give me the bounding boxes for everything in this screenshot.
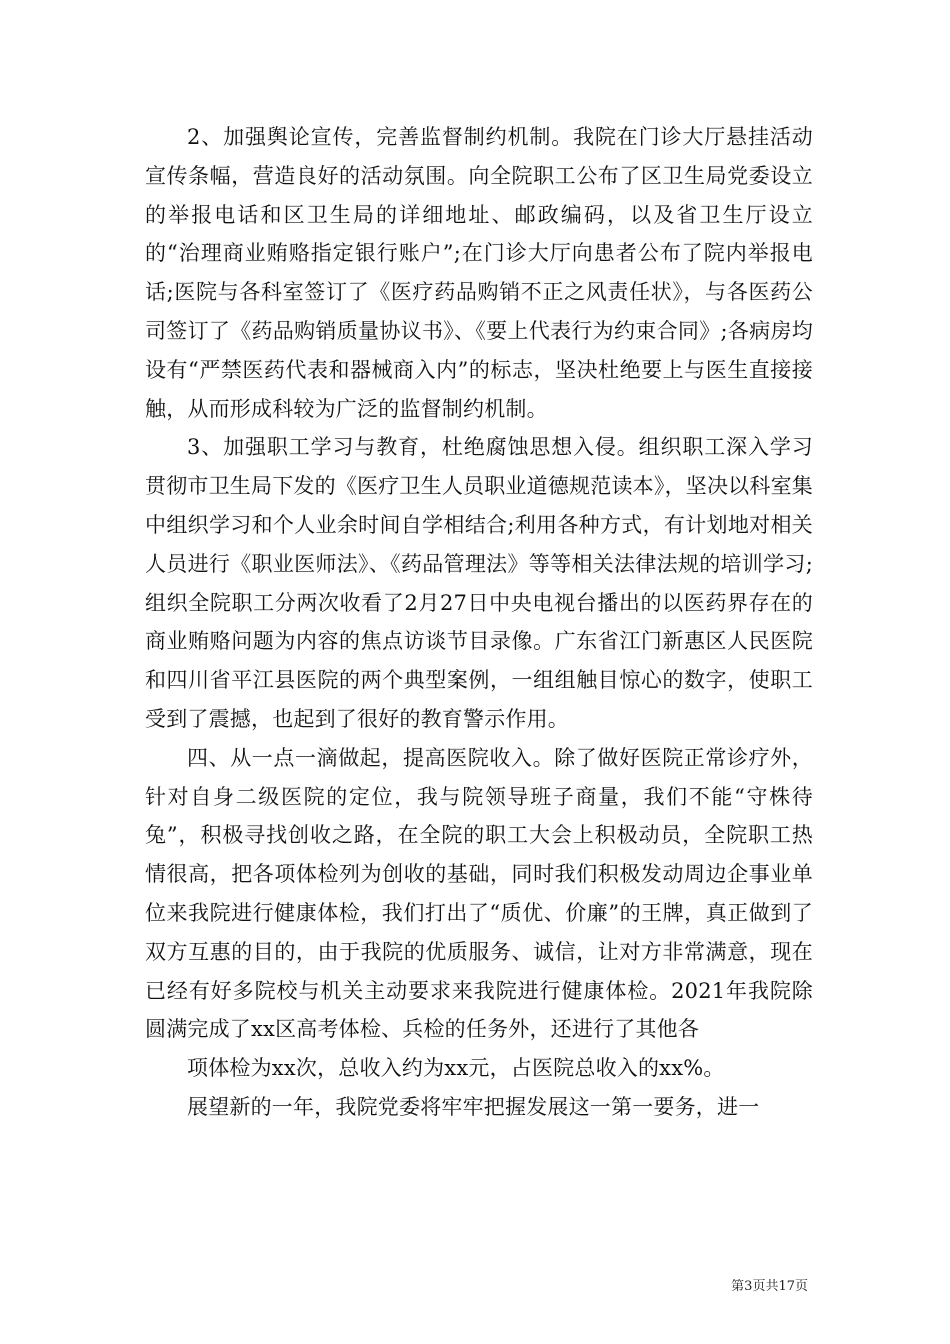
paragraph-exam-summary: 项体检为xx次，总收入约为xx元，占医院总收入的xx%。 xyxy=(187,1056,725,1081)
paragraph-publicity: 2、加强舆论宣传，完善监督制约机制。我院在门诊大厅悬挂活动宣传条幅，营造良好的活动氛围。向全院职工公布了区卫生局党委设立的举报电话和区卫生局的详细地址、邮政编码，以及省卫生厅设立的“治理商业贿赂指定银行账户”;在门诊大厅向患者公布了院内举报电话;医院与各科室签订了《医疗药品购销不正之风责任状》，与各医药公司签订了《药品购销质量协议书》、《要上代表行为约束合同》;各病房均设有“严禁医药代表和器械商入内”的标志，坚决杜绝要上与医生直接接触，从而形成科较为广泛的监督制约机制。 xyxy=(145,125,813,421)
page-number: 第3页共17页 xyxy=(731,1279,808,1294)
paragraph-outlook: 展望新的一年，我院党委将牢牢把握发展这一第一要务，进一 xyxy=(187,1094,760,1119)
document-body xyxy=(145,118,813,1127)
paragraph-staff-education: 3、加强职工学习与教育，杜绝腐蚀思想入侵。组织职工深入学习贯彻市卫生局下发的《医疗卫生人员职业道德规范读本》，坚决以科室集中组织学习和个人业余时间自学相结合;利用各种方式，有计划地对相关人员进行《职业医师法》、《药品管理法》等等相关法律法规的培训学习;组织全院职工分两次收看了2月27日中央电视台播出的以医药界存在的商业贿赂问题为内容的焦点访谈节目录像。广东省江门新惠区人民医院和四川省平江县医院的两个典型案例，一组组触目惊心的数字，使职工受到了震撼，也起到了很好的教育警示作用。 xyxy=(145,435,813,731)
paragraph-hospital-income: 四、从一点一滴做起，提高医院收入。除了做好医院正常诊疗外，针对自身二级医院的定位，我与院领导班子商量，我们不能“守株待兔”，积极寻找创收之路，在全院的职工大会上积极动员，全院职工热情很高，把各项体检列为创收的基础，同时我们积极发动周边企事业单位来我院进行健康体检，我们打出了“质优、价廉”的王牌，真正做到了双方互惠的目的，由于我院的优质服务、诚信，让对方非常满意，现在已经有好多院校与机关主动要求来我院进行健康体检。2021年我院除圆满完成了xx区高考体检、兵检的任务外，还进行了其他各 xyxy=(145,745,813,1042)
